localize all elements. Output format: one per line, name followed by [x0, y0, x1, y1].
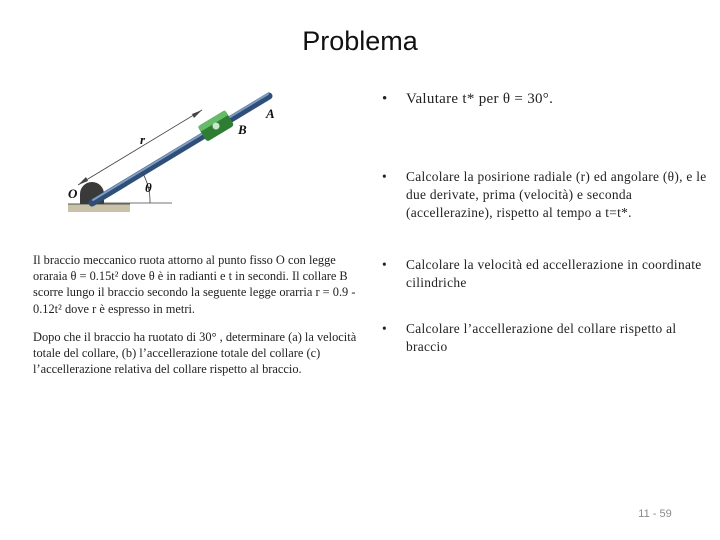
problem-statement	[33, 252, 358, 389]
bullet-marker: •	[382, 257, 387, 272]
b-label: B	[238, 122, 247, 137]
problem-paragraph-2: Dopo che il braccio ha ruotato di 30° , determinare (a) la velocità totale del collare, (b) l’accellerazione totale del collare (c) l’accellerazione relativa del collare rispetto al braccio.	[33, 329, 357, 377]
task-text: Calcolare l’accellerazione del collare rispetto al braccio	[406, 321, 677, 354]
arm-rod	[92, 96, 269, 203]
task-item-relative-acceleration	[382, 320, 712, 356]
arm-highlight	[93, 94, 268, 200]
a-label: A	[266, 106, 275, 121]
task-text: Calcolare la posirione radiale (r) ed angolare (θ), e le due derivate, prima (velocità) e seconda (accellerazine), rispetto al tempo a t=t*.	[406, 169, 707, 220]
theta-label: θ	[145, 180, 152, 195]
task-item-velocity-acceleration	[382, 256, 712, 292]
bullet-marker: •	[382, 91, 388, 107]
problem-paragraph-1: Il braccio meccanico ruota attorno al punto fisso O con legge oraraia θ = 0.15t² dove θ è in radianti e t in secondi. Il collare B scorre lungo il braccio secondo la seguente legge orarria r = 0.9 - 0.12t² dove r è espresso in metri.	[33, 253, 356, 316]
rotating-arm-figure	[62, 82, 362, 222]
bullet-marker: •	[382, 321, 387, 336]
r-label: r	[140, 132, 146, 147]
slide-title: Problema	[302, 26, 418, 56]
task-text: Valutare t* per θ = 30°.	[406, 91, 554, 107]
ground-base	[68, 204, 130, 212]
o-label: O	[68, 186, 78, 201]
page-number: 11 - 59	[638, 508, 672, 520]
task-item-evaluate-t	[382, 90, 712, 108]
r-arrow-end	[192, 110, 202, 118]
task-item-radial-angular	[382, 168, 712, 222]
task-text: Calcolare la velocità ed accellerazione in coordinate cilindriche	[406, 257, 702, 290]
bullet-marker: •	[382, 169, 387, 184]
